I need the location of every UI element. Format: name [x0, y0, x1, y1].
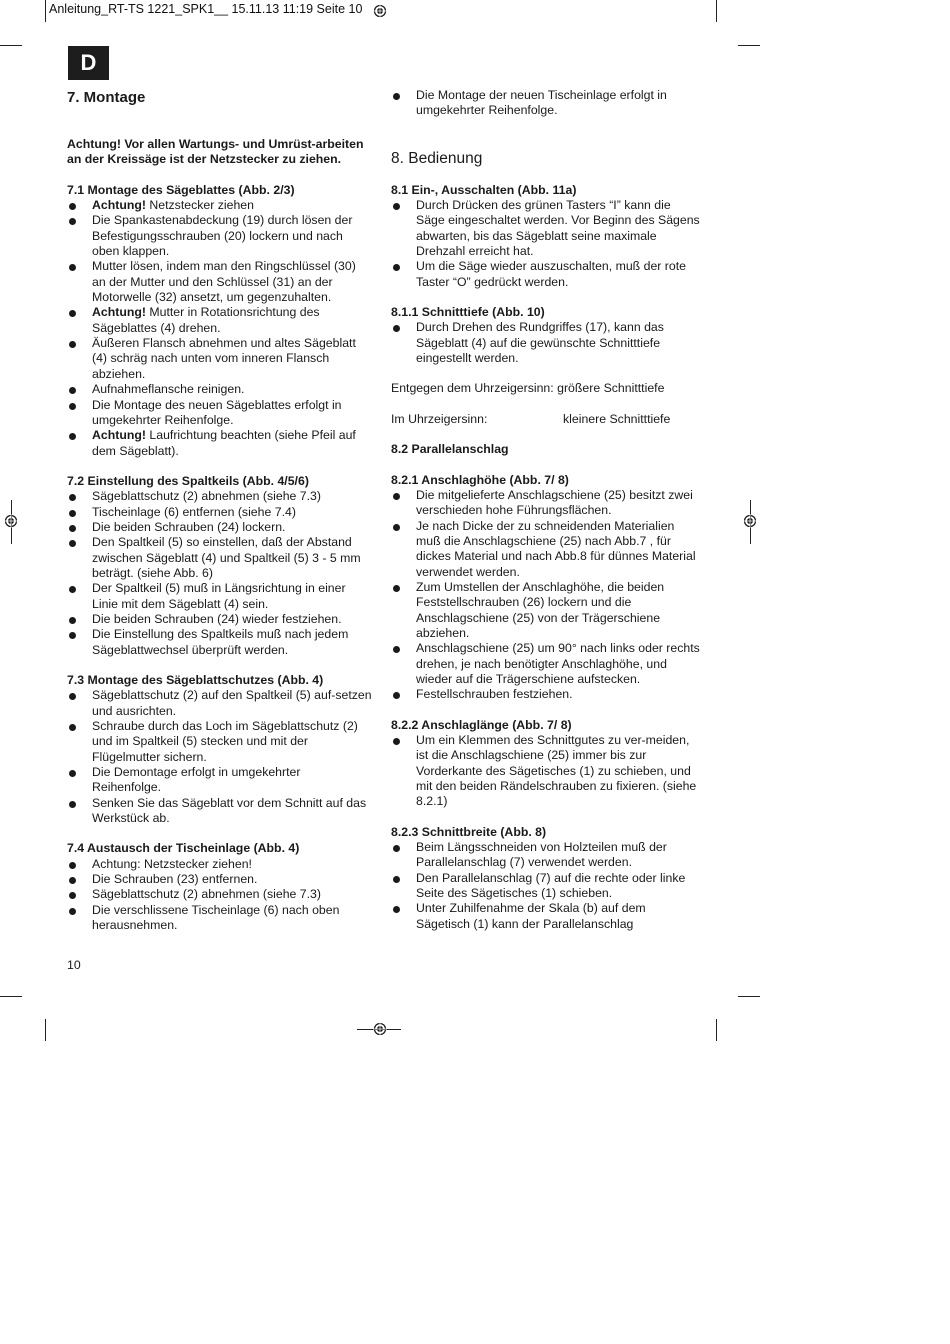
- rotation-note-row: [391, 412, 701, 427]
- list-text: Die Montage des neuen Sägeblattes erfolgt in umgekehrter Reihenfolge.: [92, 397, 342, 427]
- crop-mark: [0, 996, 22, 997]
- list-item: Sägeblattschutz (2) auf den Spaltkeil (5) auf-setzen und ausrichten.: [67, 688, 372, 719]
- print-slug-header: Anleitung_RT-TS 1221_SPK1__ 15.11.13 11:19 Seite 10: [49, 2, 363, 16]
- list-item: Um die Säge wieder auszuschalten, muß der rote Taster “O” gedrückt werden.: [391, 259, 701, 290]
- subsection-title: 8.1 Ein-, Ausschalten (Abb. 11a): [391, 182, 577, 197]
- registration-mark-icon: [4, 514, 18, 528]
- list-item: Die Demontage erfolgt in umgekehrter Reihenfolge.: [67, 765, 372, 796]
- list-item: [67, 398, 372, 429]
- list-item: Die verschlissene Tischeinlage (6) nach oben herausnehmen.: [67, 903, 372, 934]
- emphasis: Achtung!: [92, 428, 146, 443]
- instruction-list: [391, 488, 701, 703]
- instruction-list: [67, 688, 372, 826]
- list-item: Die mitgelieferte Anschlagschiene (25) besitzt zwei verschieden hohe Führungsflächen.: [391, 488, 701, 519]
- list-item: Festellschrauben festziehen.: [391, 687, 701, 702]
- list-item: Die Montage der neuen Tischeinlage erfolgt in umgekehrter Reihenfolge.: [391, 88, 701, 119]
- instruction-list: [391, 198, 701, 290]
- list-text: Mutter lösen, indem man den Ringschlüssel (30) an der Mutter und den Schlüssel (31) an der Motorwelle (32) ansetzt, um gegenzuhalten.: [92, 259, 356, 305]
- rotation-note: Entgegen dem Uhrzeigersinn: größere Schnitttiefe: [391, 381, 665, 396]
- subsection-title: 8.1.1 Schnitttiefe (Abb. 10): [391, 305, 545, 320]
- page-number: 10: [67, 958, 81, 972]
- crop-mark: [716, 1019, 717, 1041]
- instruction-list: [391, 840, 701, 932]
- list-text: Aufnahmeflansche reinigen.: [92, 382, 245, 397]
- list-text: Netzstecker ziehen: [145, 198, 254, 213]
- subsection-title: 7.2 Einstellung des Spaltkeils (Abb. 4/5/6): [67, 473, 309, 488]
- instruction-list: [391, 733, 701, 810]
- rotation-value: kleinere Schnitttiefe: [563, 411, 671, 426]
- list-item: Beim Längsschneiden von Holzteilen muß der Parallelanschlag (7) verwendet werden.: [391, 840, 701, 871]
- list-item: Durch Drücken des grünen Tasters “I” kann die Säge eingeschaltet werden. Vor Beginn des Sägens abwarten, bis das Sägeblatt seine maximale Drehzahl erreicht hat.: [391, 198, 701, 259]
- instruction-list: [67, 489, 372, 658]
- list-text: Äußeren Flansch abnehmen und altes Sägeblatt (4) schräg nach unten vom inneren Flansch abziehen.: [92, 336, 356, 381]
- list-item: Sägeblattschutz (2) abnehmen (siehe 7.3): [67, 489, 372, 504]
- crop-mark: [0, 45, 22, 46]
- list-item: Der Spaltkeil (5) muß in Längsrichtung in einer Linie mit dem Sägeblatt (4) sein.: [67, 581, 372, 612]
- emphasis: Achtung!: [92, 198, 146, 213]
- list-item: [67, 198, 372, 213]
- list-item: Je nach Dicke der zu schneidenden Materialien muß die Anschlagschiene (25) nach Abb.7 , für dickes Material und nach Abb.8 für dünnes Material verwendet werden.: [391, 519, 701, 580]
- section-heading: 8. Bedienung: [391, 149, 483, 167]
- list-item: Durch Drehen des Rundgriffes (17), kann das Sägeblatt (4) auf die gewünschte Schnitttiefe eingestellt werden.: [391, 320, 701, 366]
- instruction-list: [67, 198, 372, 459]
- registration-mark-icon: [373, 1022, 387, 1036]
- list-item: [67, 382, 372, 397]
- instruction-list: [391, 320, 701, 366]
- section-heading: 7. Montage: [67, 89, 146, 106]
- subsection-title: 8.2 Parallelanschlag: [391, 442, 509, 457]
- subsection-title: 7.3 Montage des Sägeblattschutzes (Abb. 4): [67, 673, 324, 687]
- registration-mark-icon: [743, 514, 757, 528]
- crop-mark: [716, 0, 717, 22]
- subsection-title: 8.2.3 Schnittbreite (Abb. 8): [391, 824, 547, 839]
- list-item: [67, 305, 372, 336]
- list-item: Die beiden Schrauben (24) lockern.: [67, 520, 372, 535]
- instruction-list: [67, 857, 372, 934]
- list-item: Schraube durch das Loch im Sägeblattschutz (2) und im Spaltkeil (5) stecken und mit der Flügelmutter sichern.: [67, 719, 372, 765]
- safety-warning: Achtung! Vor allen Wartungs- und Umrüst-arbeiten an der Kreissäge ist der Netzstecker zu ziehen.: [67, 137, 364, 167]
- list-item: Die Einstellung des Spaltkeils muß nach jedem Sägeblattwechsel überprüft werden.: [67, 627, 372, 658]
- list-item: [67, 259, 372, 305]
- emphasis: Achtung!: [92, 305, 146, 320]
- crop-mark: [45, 1019, 46, 1041]
- rotation-key: Im Uhrzeigersinn:: [391, 411, 488, 426]
- list-item: Achtung: Netzstecker ziehen!: [67, 857, 372, 872]
- list-item: Um ein Klemmen des Schnittgutes zu ver-meiden, ist die Anschlagschiene (25) immer bis zur Vorderkante des Sägetisches (1) zu schieben, und mit den beiden Rändelschrauben zu fixieren. (siehe 8.2.1): [391, 733, 701, 810]
- subsection-title: 7.4 Austausch der Tischeinlage (Abb. 4): [67, 841, 300, 856]
- list-item: Den Spaltkeil (5) so einstellen, daß der Abstand zwischen Sägeblatt (4) und Spaltkeil (5) 3 - 5 mm beträgt. (siehe Abb. 6): [67, 535, 372, 581]
- registration-mark-icon: [373, 4, 387, 18]
- subsection-title: 8.2.1 Anschlaghöhe (Abb. 7/ 8): [391, 472, 569, 487]
- list-text: Laufrichtung beachten (siehe Pfeil auf dem Sägeblatt).: [92, 428, 356, 458]
- list-item: Senken Sie das Sägeblatt vor dem Schnitt auf das Werkstück ab.: [67, 796, 372, 827]
- subsection-title: 7.1 Montage des Sägeblattes (Abb. 2/3): [67, 182, 295, 197]
- list-text: Die Spankastenabdeckung (19) durch lösen der Befestigungsschrauben (20) lockern und nach oben klappen.: [92, 213, 353, 259]
- list-text: Mutter in Rotationsrichtung des Sägeblattes (4) drehen.: [92, 305, 320, 335]
- list-item: Tischeinlage (6) entfernen (siehe 7.4): [67, 505, 372, 520]
- right-column: [391, 88, 701, 932]
- list-item: [67, 213, 372, 259]
- crop-mark: [738, 45, 760, 46]
- list-item: Unter Zuhilfenahme der Skala (b) auf dem Sägetisch (1) kann der Parallelanschlag: [391, 901, 701, 932]
- list-item: Zum Umstellen der Anschlaghöhe, die beiden Feststellschrauben (26) lockern und die Anschlagschiene (25) von der Trägerschiene abziehen.: [391, 580, 701, 641]
- crop-mark: [738, 996, 760, 997]
- crop-mark: [45, 0, 46, 22]
- language-tab: D: [68, 46, 109, 80]
- instruction-list: [391, 88, 701, 119]
- list-item: Sägeblattschutz (2) abnehmen (siehe 7.3): [67, 887, 372, 902]
- left-column: [67, 88, 372, 934]
- list-item: Den Parallelanschlag (7) auf die rechte oder linke Seite des Sägetisches (1) schieben.: [391, 871, 701, 902]
- list-item: [67, 428, 372, 459]
- list-item: Die beiden Schrauben (24) wieder festziehen.: [67, 612, 372, 627]
- list-item: Anschlagschiene (25) um 90° nach links oder rechts drehen, je nach benötigter Anschlaghöhe, und wieder auf die Trägerschiene aufstecken.: [391, 641, 701, 687]
- list-item: [67, 336, 372, 382]
- subsection-title: 8.2.2 Anschlaglänge (Abb. 7/ 8): [391, 717, 572, 732]
- list-item: Die Schrauben (23) entfernen.: [67, 872, 372, 887]
